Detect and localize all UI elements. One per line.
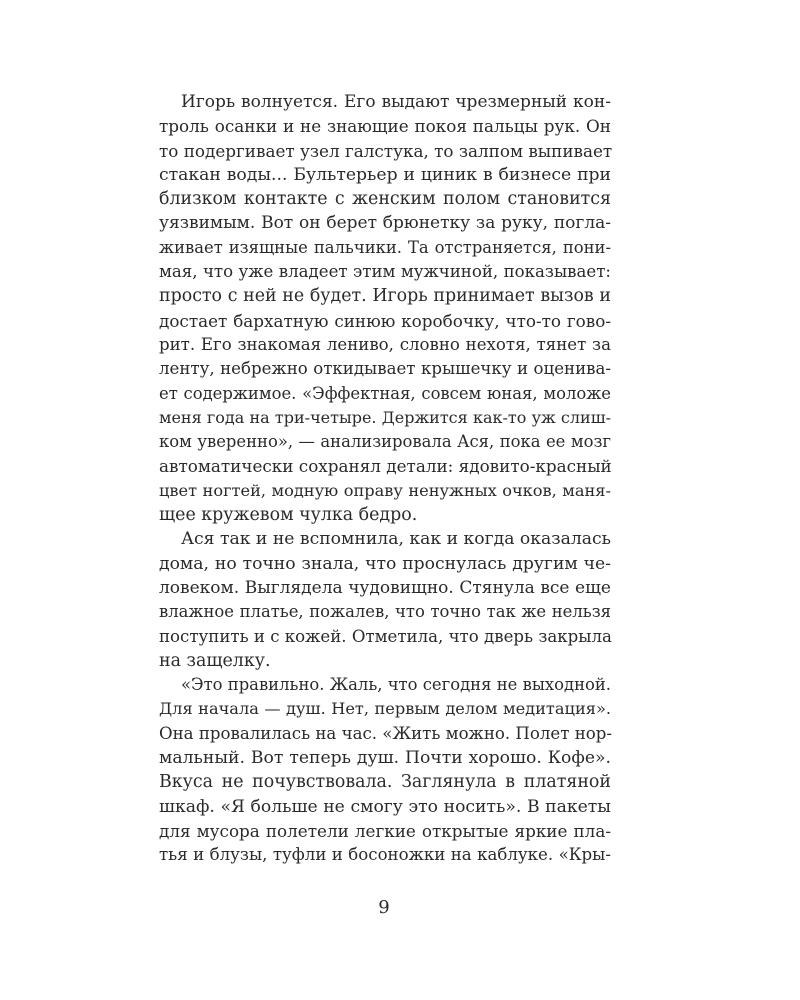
text-line: ет содержимое. «Эффектная, совсем юная, моложе (159, 383, 611, 403)
text-line: просто с ней не будет. Игорь принимает вызов и (159, 286, 611, 307)
text-line: Игорь волнуется. Его выдают чрезмерный кон- (181, 92, 611, 112)
text-line: стакан воды... Бультерьер и циник в бизнесе при (159, 164, 611, 185)
text-line: на защелку. (159, 650, 271, 671)
text-line: «Это правильно. Жаль, что сегодня не выходной. (181, 675, 611, 695)
text-line: для мусора полетели легкие открытые яркие пла- (159, 820, 611, 841)
text-line: то подергивает узел галстука, то залпом выпивает (159, 140, 613, 161)
text-line: мая, что уже владеет этим мужчиной, показывает: (159, 262, 611, 282)
text-line: Ася так и не вспомнила, как и когда оказалась (181, 529, 612, 550)
text-line: мальный. Вот теперь душ. Почти хорошо. Кофе». (159, 748, 611, 769)
text-line: меня года на три-четыре. Держится как-то уж слиш- (159, 407, 611, 427)
paragraph (159, 527, 611, 673)
body-text (159, 90, 611, 868)
text-line: ком уверенно», — анализировала Ася, пока ее мозг (159, 432, 611, 452)
text-line: Для начала — душ. Нет, первым делом медитация». (159, 699, 611, 719)
text-line: тья и блузы, туфли и босоножки на каблуке. «Кры- (159, 845, 611, 865)
text-line: Вкуса не почувствовала. Заглянула в платяной (159, 772, 611, 793)
text-line: шкаф. «Я больше не смогу это носить». В пакеты (159, 796, 611, 817)
text-line: близком контакте с женским полом становится (159, 189, 611, 210)
text-line: троль осанки и не знающие покоя пальцы рук. Он (159, 116, 611, 137)
text-line: цвет ногтей, модную оправу ненужных очков, маня- (159, 480, 611, 500)
paragraph (159, 673, 611, 867)
text-line: ленту, небрежно откидывает крышечку и оценива- (159, 359, 611, 379)
text-line: рит. Его знакомая лениво, словно нехотя, тянет за (159, 334, 611, 354)
text-line: Она провалилась на час. «Жить можно. Полет нор- (159, 723, 612, 743)
paragraph (159, 90, 611, 527)
text-line: ловеком. Выглядела чудовищно. Стянула все еще (159, 577, 611, 598)
text-line: автоматически сохранял детали: ядовито-красный (159, 456, 612, 477)
text-line: влажное платье, пожалев, что точно так же нельзя (159, 602, 611, 622)
page-number: 9 (378, 897, 390, 918)
text-line: дома, но точно знала, что проснулась другим че- (159, 553, 611, 574)
text-line: уязвимым. Вот он берет брюнетку за руку, погла- (159, 213, 611, 234)
text-line: щее кружевом чулка бедро. (159, 505, 418, 526)
text-line: живает изящные пальчики. Та отстраняется, пони- (159, 237, 611, 257)
text-line: поступить и с кожей. Отметила, что дверь закрыла (159, 626, 612, 646)
text-line: достает бархатную синюю коробочку, что-то гово- (159, 310, 611, 331)
